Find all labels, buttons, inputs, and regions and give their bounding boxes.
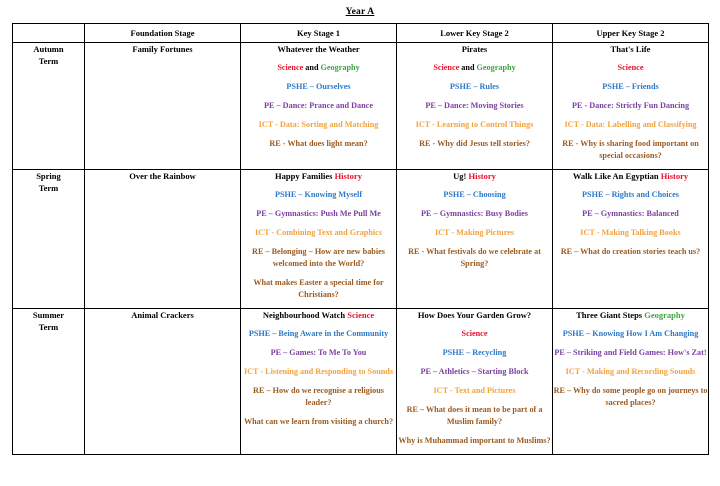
subject-line: PE – Striking and Field Games: How's Zat!	[554, 348, 707, 357]
topic-title: Happy Families History	[275, 171, 362, 181]
subject-line: PE – Athletics – Starting Block	[420, 367, 529, 376]
subject-line: ICT - Making and Recording Sounds	[565, 367, 696, 376]
uks2-cell-spring	[553, 170, 709, 309]
subject-line: PE – Gymnastics: Balanced	[582, 209, 679, 218]
foundation-topic-autumn: Family Fortunes	[85, 43, 241, 170]
subject-line: Why is Muhammad important to Muslims?	[398, 436, 551, 445]
header-cell-foundation-stage: Foundation Stage	[85, 24, 241, 43]
topic-title: Neighbourhood Watch Science	[262, 310, 375, 320]
term-label-spring	[13, 170, 85, 309]
subject-line: RE - Why did Jesus tell stories?	[419, 139, 530, 148]
subject-line: PE – Dance: Prance and Dance	[264, 101, 373, 110]
term-line-2: Term	[38, 56, 59, 66]
subject-line: PE – Gymnastics: Busy Bodies	[421, 209, 528, 218]
subject-line: PE - Dance: Strictly Fun Dancing	[571, 101, 690, 110]
foundation-topic-spring: Over the Rainbow	[85, 170, 241, 309]
subject-line: Science and Geography	[277, 63, 360, 72]
subject-line: PSHE – Being Aware in the Community	[248, 329, 389, 338]
subject-line: ICT - Learning to Control Things	[415, 120, 534, 129]
topic-title: Three Giant Steps Geography	[576, 310, 685, 320]
subject-line: PSHE – Recycling	[442, 348, 507, 357]
topic-title: How Does Your Garden Grow?	[417, 310, 532, 320]
topic-title: Walk Like An Egyptian History	[572, 171, 689, 181]
ks1-cell-spring	[241, 170, 397, 309]
subject-line: PE – Gymnastics: Push Me Pull Me	[256, 209, 381, 218]
subject-line: PSHE – Knowing Myself	[274, 190, 363, 199]
table-header-row	[13, 24, 709, 43]
topic-title: Pirates	[461, 44, 488, 54]
header-cell-blank	[13, 24, 85, 43]
term-label-autumn	[13, 43, 85, 170]
header-cell-upper-key-stage-2: Upper Key Stage 2	[553, 24, 709, 43]
subject-line: ICT - Listening and Responding to Sounds	[243, 367, 394, 376]
term-line-2: Term	[38, 322, 59, 332]
subject-line: ICT - Data: Labelling and Classifying	[564, 120, 697, 129]
subject-line: ICT - Data: Sorting and Matching	[258, 120, 379, 129]
subject-line: RE – What do creation stories teach us?	[560, 247, 701, 256]
ks1-cell-autumn	[241, 43, 397, 170]
subject-line: ICT - Text and Pictures	[433, 386, 516, 395]
page-title: Year A	[345, 7, 375, 17]
lks2-cell-spring	[397, 170, 553, 309]
subject-line: ICT - Making Pictures	[434, 228, 515, 237]
topic-title: Whatever the Weather	[277, 44, 360, 54]
uks2-cell-summer	[553, 309, 709, 455]
term-line-1: Spring	[36, 171, 61, 181]
term-line-1: Autumn	[33, 44, 64, 54]
foundation-topic-summer: Animal Crackers	[85, 309, 241, 455]
subject-line: PSHE – Rights and Choices	[582, 190, 679, 199]
lks2-cell-autumn	[397, 43, 553, 170]
subject-line: RE – How do we recognise a religious leader?	[253, 386, 384, 407]
subject-line: PE – Games: To Me To You	[270, 348, 367, 357]
header-cell-key-stage-1: Key Stage 1	[241, 24, 397, 43]
subject-line: PSHE – Ourselves	[286, 82, 351, 91]
curriculum-table	[12, 23, 709, 455]
subject-line: PSHE – Knowing How I Am Changing	[562, 329, 699, 338]
subject-line: RE – What does it mean to be part of a Muslim family?	[406, 405, 543, 426]
subject-line: PE – Dance: Moving Stories	[425, 101, 524, 110]
subject-line: Science	[461, 329, 488, 338]
subject-line: RE – Belonging – How are new babies welcomed into the World?	[252, 247, 385, 268]
subject-line: PSHE – Friends	[602, 82, 659, 91]
header-cell-lower-key-stage-2: Lower Key Stage 2	[397, 24, 553, 43]
ks1-cell-summer	[241, 309, 397, 455]
subject-line: PSHE – Rules	[449, 82, 500, 91]
subject-line: RE - What does light mean?	[269, 139, 368, 148]
table-row	[13, 170, 709, 309]
subject-line: PSHE – Choosing	[443, 190, 506, 199]
subject-line: RE - Why is sharing food important on special occasions?	[562, 139, 699, 160]
term-label-summer	[13, 309, 85, 455]
term-line-1: Summer	[32, 310, 65, 320]
uks2-cell-autumn	[553, 43, 709, 170]
table-row	[13, 43, 709, 170]
lks2-cell-summer	[397, 309, 553, 455]
subject-line: ICT - Combining Text and Graphics	[254, 228, 383, 237]
subject-line: What makes Easter a special time for Christians?	[253, 278, 384, 299]
topic-title: Ug! History	[453, 171, 496, 181]
subject-line: ICT - Making Talking Books	[580, 228, 681, 237]
term-line-2: Term	[38, 183, 59, 193]
subject-line: Science	[617, 63, 644, 72]
topic-title: That's Life	[610, 44, 651, 54]
subject-line: RE - What festivals do we celebrate at Spring?	[408, 247, 541, 268]
subject-line: What can we learn from visiting a church?	[243, 417, 394, 426]
subject-line: Science and Geography	[433, 63, 516, 72]
table-row	[13, 309, 709, 455]
subject-line: RE – Why do some people go on journeys to sacred places?	[553, 386, 708, 407]
